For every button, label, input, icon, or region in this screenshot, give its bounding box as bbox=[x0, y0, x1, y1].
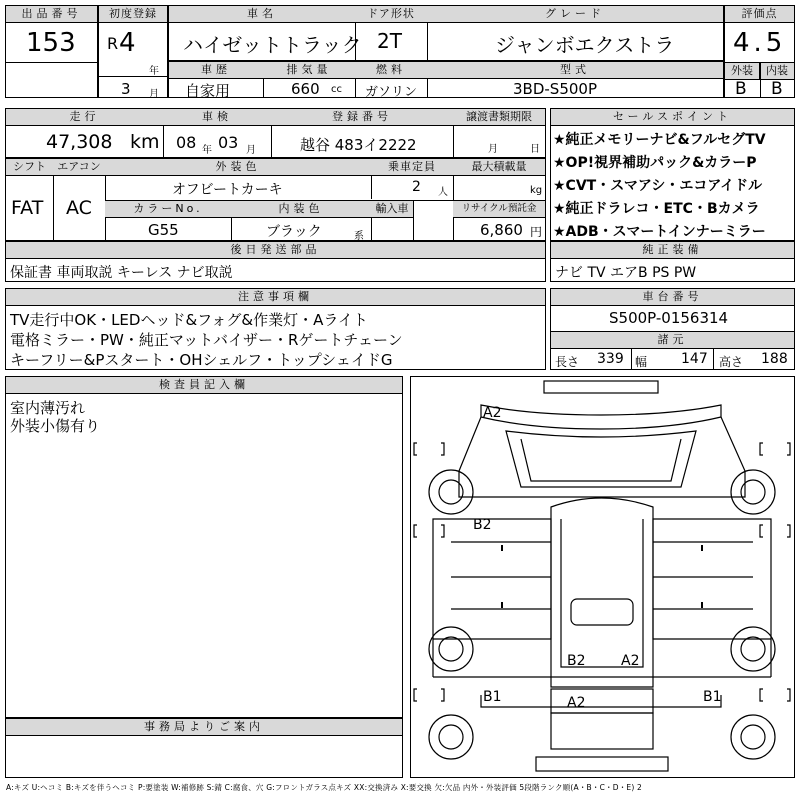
first-reg-month: 3 bbox=[121, 80, 131, 98]
first-registration-box bbox=[98, 5, 168, 98]
damage-mark: A2 bbox=[483, 405, 502, 421]
sales-point-item: ★CVT・スマアシ・エコアイドル bbox=[553, 178, 763, 194]
later-parts-label: 後日発送部品 bbox=[6, 242, 545, 259]
sales-point-item: ★ADB・スマートインナーミラー bbox=[553, 224, 766, 240]
first-reg-era: R bbox=[107, 34, 119, 53]
damage-mark: B2 bbox=[567, 653, 586, 669]
notes-line: キーフリー&Pスタート・OHシェルフ・トップシェイドG bbox=[10, 351, 393, 369]
history-value: 自家用 bbox=[185, 82, 231, 100]
car-name: ハイゼットトラック bbox=[183, 33, 362, 57]
capacity-label: 乗車定員 bbox=[371, 159, 453, 176]
ext-color-label: 外装色 bbox=[105, 159, 371, 176]
damage-diagram-box bbox=[410, 376, 795, 778]
width-value: 147 bbox=[681, 351, 708, 367]
equipment-label: 純正装備 bbox=[551, 242, 794, 259]
dims-label: 諸元 bbox=[551, 332, 794, 349]
model-label: 型式 bbox=[427, 62, 723, 79]
sales-point-item: ★純正メモリーナビ&フルセグTV bbox=[553, 132, 766, 148]
lot-number: 153 bbox=[26, 28, 76, 58]
grade-label: グレード bbox=[427, 6, 723, 23]
chassis-value: S500P-0156314 bbox=[609, 309, 729, 327]
width-label: 幅 bbox=[635, 355, 648, 369]
max-load-unit: kg bbox=[530, 185, 543, 196]
sales-point-item: ★OP!視界補助パック&カラーP bbox=[553, 155, 757, 171]
int-color-unit: 系 bbox=[354, 231, 364, 242]
inspection-year-unit: 年 bbox=[202, 145, 212, 156]
mileage-label: 走行 bbox=[6, 109, 163, 126]
office-box bbox=[5, 718, 403, 778]
inspector-line: 室内薄汚れ bbox=[10, 399, 86, 417]
grade-value: ジャンボエクストラ bbox=[495, 33, 675, 57]
equipment-value: ナビ TV エアB PS PW bbox=[555, 265, 697, 281]
recycle-value: 6,860 bbox=[480, 221, 523, 239]
plate-label: 登録番号 bbox=[271, 109, 453, 126]
damage-mark: B2 bbox=[473, 517, 492, 533]
first-reg-label: 初度登録 bbox=[99, 6, 167, 23]
damage-mark: A2 bbox=[567, 695, 586, 711]
color-no-label: カラーNo. bbox=[105, 201, 231, 218]
capacity-unit: 人 bbox=[438, 187, 448, 198]
inspection-year: 08 bbox=[176, 133, 197, 152]
transfer-month-unit: 月 bbox=[488, 144, 498, 155]
shift-value: FAT bbox=[11, 197, 44, 219]
inspection-label: 車検 bbox=[163, 109, 271, 126]
int-color-value: ブラック bbox=[266, 224, 322, 240]
height-value: 188 bbox=[761, 351, 788, 367]
recycle-unit: 円 bbox=[530, 225, 543, 239]
sales-point-item: ★純正ドラレコ・ETC・Bカメラ bbox=[553, 201, 760, 217]
damage-mark: A2 bbox=[621, 653, 640, 669]
shift-label: シフト bbox=[6, 159, 53, 176]
first-reg-year-unit: 年 bbox=[149, 66, 159, 77]
displacement-unit: cc bbox=[331, 84, 342, 95]
inspection-month-unit: 月 bbox=[246, 145, 256, 156]
lot-box bbox=[5, 5, 98, 98]
lot-label: 出品番号 bbox=[6, 6, 97, 23]
equipment-box bbox=[550, 241, 795, 282]
score-label: 評価点 bbox=[725, 6, 794, 23]
import-label: 輸入車 bbox=[371, 201, 413, 218]
door-label: ドア形状 bbox=[355, 6, 427, 23]
later-parts-box bbox=[5, 241, 546, 282]
capacity-value: 2 bbox=[412, 179, 421, 195]
plate-value: 越谷 483イ2222 bbox=[300, 136, 417, 154]
damage-mark: B1 bbox=[483, 689, 502, 705]
aircon-label: エアコン bbox=[53, 159, 105, 176]
inspector-line: 外装小傷有り bbox=[10, 417, 101, 435]
length-label: 長さ bbox=[555, 355, 580, 369]
displacement-value: 660 bbox=[291, 80, 320, 98]
sales-points-label: セールスポイント bbox=[551, 109, 794, 126]
int-color-label: 内装色 bbox=[231, 201, 371, 218]
car-info-box bbox=[168, 5, 724, 61]
door-value: 2T bbox=[377, 29, 402, 53]
transfer-label: 譲渡書類期限 bbox=[453, 109, 545, 126]
aircon-value: AC bbox=[66, 197, 92, 219]
score-value: 4.5 bbox=[733, 28, 787, 58]
notes-label: 注意事項欄 bbox=[6, 289, 545, 306]
interior-label: 内装 bbox=[760, 63, 794, 80]
office-label: 事務局よりご案内 bbox=[6, 719, 402, 736]
damage-mark: B1 bbox=[703, 689, 722, 705]
mileage-row-box bbox=[5, 108, 546, 158]
length-value: 339 bbox=[597, 351, 624, 367]
first-reg-year: 4 bbox=[119, 28, 136, 58]
color-row-box bbox=[5, 158, 546, 241]
car-name-label: 車名 bbox=[169, 6, 355, 23]
mileage-value: 47,308 bbox=[46, 131, 113, 153]
height-label: 高さ bbox=[719, 355, 744, 369]
first-reg-month-unit: 月 bbox=[149, 89, 159, 100]
sales-points-box bbox=[550, 108, 795, 241]
exterior-score: B bbox=[735, 79, 747, 99]
color-no-value: G55 bbox=[148, 221, 179, 239]
vehicle-diagram bbox=[411, 377, 793, 776]
recycle-label: リサイクル預託金 bbox=[453, 201, 545, 218]
mileage-unit: km bbox=[130, 131, 160, 153]
max-load-label: 最大積載量 bbox=[453, 159, 545, 176]
inspection-month: 03 bbox=[218, 133, 239, 152]
fuel-label: 燃料 bbox=[355, 62, 427, 79]
notes-line: TV走行中OK・LEDヘッド&フォグ&作業灯・Aライト bbox=[10, 311, 368, 329]
score-box bbox=[724, 5, 795, 98]
interior-score: B bbox=[771, 79, 783, 99]
model-value: 3BD-S500P bbox=[513, 80, 597, 98]
transfer-day-unit: 日 bbox=[530, 144, 540, 155]
fuel-value: ガソリン bbox=[365, 85, 418, 100]
ext-color-value: オフビートカーキ bbox=[172, 182, 283, 198]
later-parts-value: 保証書 車両取説 キーレス ナビ取説 bbox=[10, 265, 233, 281]
legend-text: A:キズ U:ヘコミ B:キズを伴うヘコミ P:要塗装 W:補修跡 S:錆 C:腐食、穴 G:フロントガラス点キズ XX:交換済み X:要交換 欠:欠品 内外・外装評価 5段階ランク順(A・B・C・D・E) 2 bbox=[6, 783, 643, 792]
inspector-label: 検査員記入欄 bbox=[6, 377, 402, 394]
vehicle-spec-box bbox=[168, 61, 724, 98]
inspector-box bbox=[5, 376, 403, 718]
notes-box bbox=[5, 288, 546, 370]
notes-line: 電格ミラー・PW・純正マットバイザー・Rゲートチェーン bbox=[10, 331, 403, 349]
chassis-label: 車台番号 bbox=[551, 289, 794, 306]
history-label: 車歴 bbox=[169, 62, 263, 79]
exterior-label: 外装 bbox=[725, 63, 760, 80]
chassis-box bbox=[550, 288, 795, 370]
displacement-label: 排気量 bbox=[263, 62, 355, 79]
